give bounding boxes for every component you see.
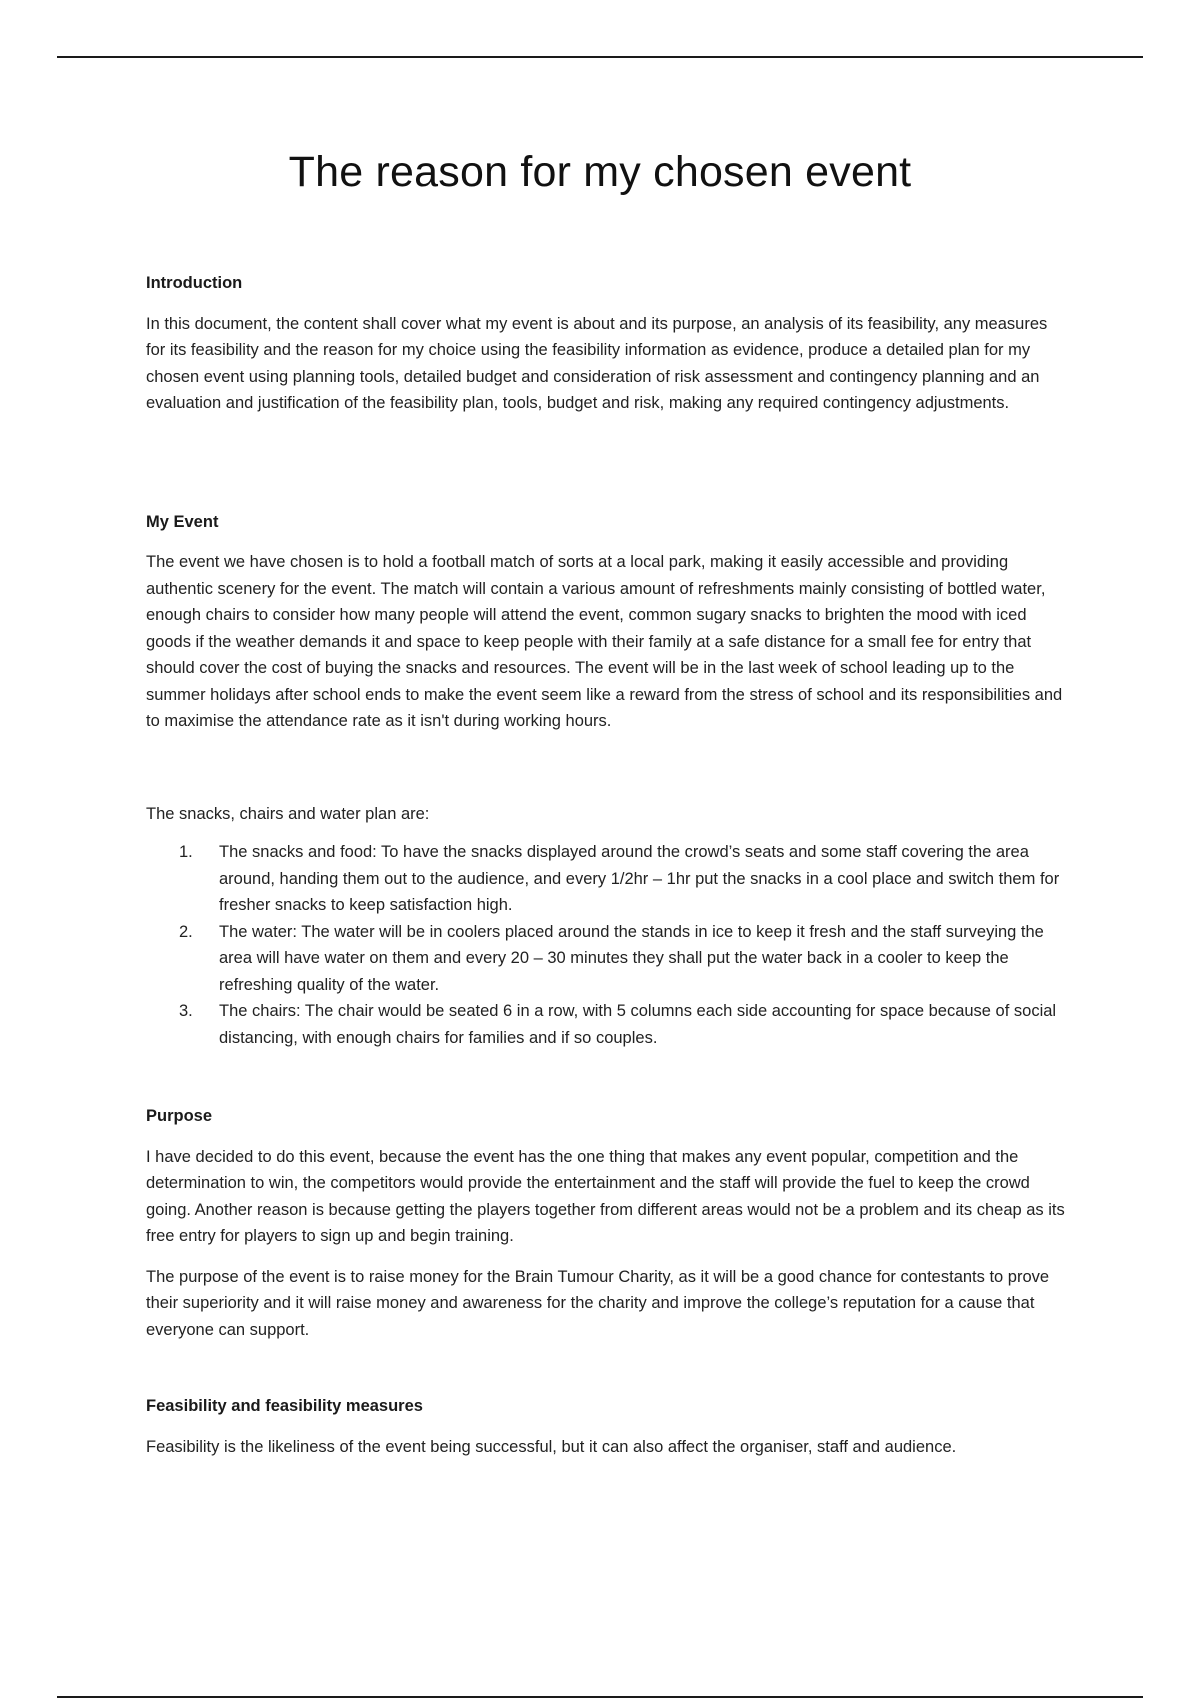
header-rule <box>57 56 1143 58</box>
feasibility-section <box>146 1393 1066 1460</box>
list-item-text: The chairs: The chair would be seated 6 in a row, with 5 columns each side accounting for space because of social distancing, with enough chairs for families and if so couples. <box>219 1002 1057 1047</box>
feasibility-heading: Feasibility and feasibility measures <box>146 1397 423 1415</box>
list-number-label: 2. <box>179 922 193 941</box>
spacer <box>146 749 1066 801</box>
list-item <box>146 998 1066 1051</box>
list-item <box>146 919 1066 999</box>
plan-intro: The snacks, chairs and water plan are: <box>146 804 430 823</box>
spacer <box>146 1357 1066 1393</box>
list-number-label: 1. <box>179 843 193 861</box>
purpose-paragraph-1: I have decided to do this event, because the event has the one thing that makes any event popular, competition and the determination to win, the competitors would provide the entertainment and the staff will provide the fuel to keep the crowd going. Another reason is because getting the players together from different areas would not be a problem and its cheap as its free entry for players to sign up and begin training. <box>146 1147 1065 1245</box>
list-number <box>146 919 219 946</box>
purpose-heading: Purpose <box>146 1107 213 1125</box>
purpose-section <box>146 1103 1066 1343</box>
spacer <box>146 1051 1066 1103</box>
plan-section <box>146 801 1066 1052</box>
purpose-paragraph-2: The purpose of the event is to raise money for the Brain Tumour Charity, as it will be a good chance for contestants to prove their superiority and it will raise money and awareness for the charity and improve the college’s reputation for a cause that everyone can support. <box>146 1267 1050 1339</box>
introduction-paragraph: In this document, the content shall cover what my event is about and its purpose, an analysis of its feasibility, any measures for its feasibility and the reason for my choice using the feasibility information as evidence, produce a detailed plan for my chosen event using planning tools, detailed budget and consideration of risk assessment and contingency planning and an evaluation and justification of the feasibility plan, tools, budget and risk, making any required contingency adjustments. <box>146 314 1048 412</box>
my-event-paragraph: The event we have chosen is to hold a football match of sorts at a local park, making it easily accessible and providing authentic scenery for the event. The match will contain a various amount of refreshments mainly consisting of bottled water, enough chairs to consider how many people will attend the event, common sugary snacks to brighten the mood with iced goods if the weather demands it and space to keep people with their family at a safe distance for a small fee for entry that should cover the cost of buying the snacks and resources. The event will be in the last week of school leading up to the summer holidays after school ends to make the event seem like a reward from the stress of school and its responsibilities and to maximise the attendance rate as it isn't during working hours. <box>146 553 1063 730</box>
page-title: The reason for my chosen event <box>288 148 912 196</box>
document-body <box>146 270 1066 1474</box>
introduction-section <box>146 270 1066 417</box>
my-event-heading: My Event <box>146 512 219 531</box>
list-item <box>146 839 1066 919</box>
list-number-label: 3. <box>179 1002 193 1020</box>
list-item-text: The snacks and food: To have the snacks displayed around the crowd’s seats and some staff covering the area around, handing them out to the audience, and every 1/2hr – 1hr put the snacks in a cool place and switch them for fresher snacks to keep satisfaction high. <box>219 843 1060 914</box>
plan-list <box>146 839 1066 1051</box>
list-item-text: The water: The water will be in coolers placed around the stands in ice to keep it fresh and the staff surveying the area will have water on them and every 20 – 30 minutes they shall put the water back in a cooler to keep the refreshing quality of the water. <box>219 922 1044 994</box>
list-number <box>146 998 219 1025</box>
footer-rule <box>57 1696 1143 1698</box>
list-number <box>146 839 219 866</box>
spacer <box>146 431 1066 509</box>
my-event-section <box>146 509 1066 735</box>
feasibility-paragraph: Feasibility is the likeliness of the event being successful, but it can also affect the organiser, staff and audience. <box>146 1437 957 1456</box>
introduction-heading: Introduction <box>146 274 243 292</box>
